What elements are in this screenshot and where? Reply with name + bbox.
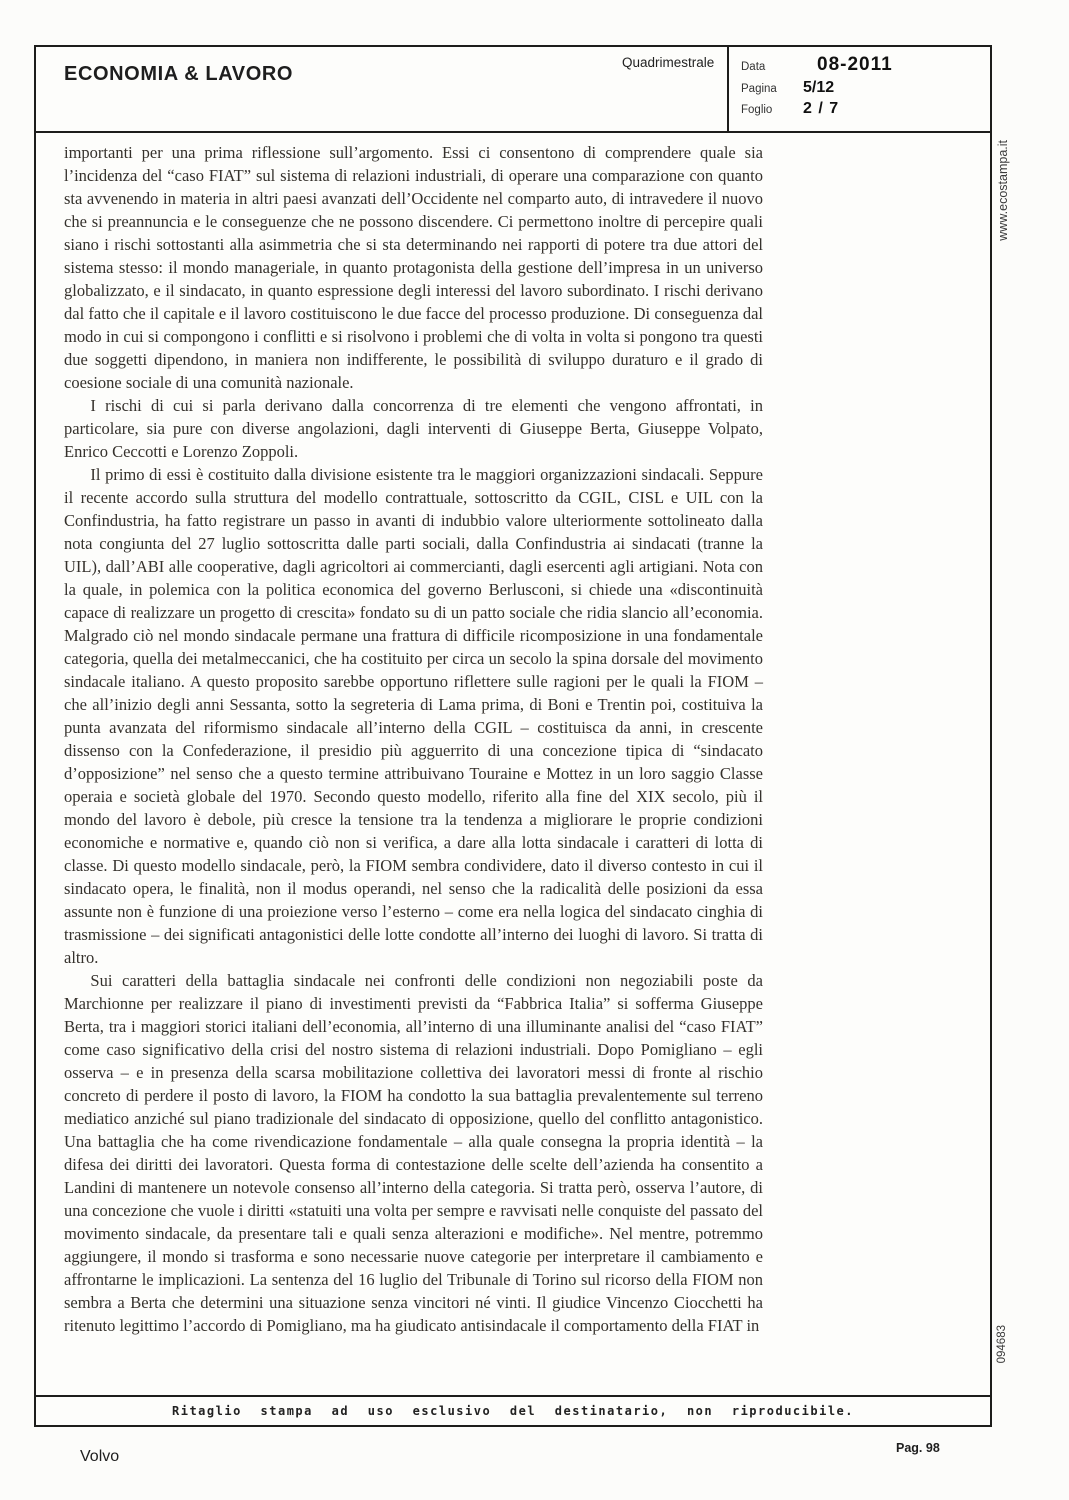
clipping-frame xyxy=(34,45,992,1427)
clipping-code: 094683 xyxy=(996,1325,1008,1364)
reproduction-notice: Ritaglio stampa ad uso esclusivo del destinatario, non riproducibile. xyxy=(172,1404,854,1418)
meta-box xyxy=(729,47,990,131)
meta-value-data: 08-2011 xyxy=(817,54,893,75)
periodicity-label: Quadrimestrale xyxy=(622,55,715,70)
meta-value-foglio: 2 / 7 xyxy=(803,100,840,117)
meta-value-pagina: 5/12 xyxy=(803,79,835,96)
publication-title: ECONOMIA & LAVORO xyxy=(64,63,294,85)
article-paragraph: Il primo di essi è costituito dalla divisione esistente tra le maggiori organizzazioni sindacali. Seppure il recente accordo sulla struttura del modello contrattuale, sottoscritto da CGIL, CISL e UIL con la Confindustria, ha fatto registrare un passo in avanti di indubbio valore ulteriormente sottolineato dalla nota congiunta del 27 luglio sottoscritta dalle parti sociali, dalla Confindustria ai sindacati (tranne la UIL), dall’ABI alle cooperative, dagli agricoltori ai commercianti, dagli esercenti agli artigiani. Nota con la quale, in polemica con la politica economica del governo Berlusconi, si chiede una «discontinuità capace di realizzare un progetto di crescita» fondato su di un patto sociale che ridia slancio all’economia. Malgrado ciò nel mondo sindacale permane una frattura di difficile ricomposizione in una fondamentale categoria, quella dei metalmeccanici, che ha costituito per circa un secolo la spina dorsale del movimento sindacale italiano. A questo proposito sarebbe opportuno riflettere sulle ragioni per le quali la FIOM – che all’inizio degli anni Sessanta, sotto la segreteria di Lama prima, di Boni e Trentin poi, costituiva la punta avanzata del riformismo sindacale all’interno della CGIL – costituisca da anni, in crescente dissenso con la Confederazione, il presidio più agguerrito di una concezione tipica di “sindacato d’opposizione” nel senso che a questo termine attribuivano Touraine e Mottez in un loro saggio Classe operaia e società globale del 1970. Secondo questo modello, riferito alla fine del XIX secolo, più il mondo del lavoro è debole, più cresce la tensione tra la tendenza a migliorare le proprie condizioni economiche e normative e, quando ciò non si verifica, a dare alla lotta sindacale i caratteri di lotta di classe. Di questo modello sindacale, però, la FIOM sembra condividere, dato il diverso contesto in cui il sindacato opera, le finalità, non il modus operandi, nel senso che la radicalità delle posizioni da essa assunte non è funzione di una proiezione verso l’esterno – come era nella logica del sindacato cinghia di trasmissione – dei significati antagonistici delle lotte condotte all’interno dei luoghi di lavoro. Si tratta di altro. xyxy=(64,465,763,967)
meta-label-data: Data xyxy=(741,61,766,73)
ecostampa-watermark: www.ecostampa.it xyxy=(996,140,1010,241)
clipping-header xyxy=(36,47,990,133)
article-paragraph: importanti per una prima riflessione sull’argomento. Essi ci consentono di comprendere quale sia l’incidenza del “caso FIAT” sul sistema di relazioni industriali, di operare una comparazione con quanto sta avvenendo in materia in altri paesi avanzati dell’Occidente nel comparto auto, di intravedere il nuovo che si preannuncia e le conseguenze che ne possono discendere. Ci permettono inoltre di percepire quali siano i rischi sottostanti alla asimmetria che si sta determinando nei rapporti di potere tra due attori del sistema stesso: il mondo manageriale, in quanto protagonista della gestione dell’impresa in un universo globalizzato, e il sindacato, in quanto espressione degli interessi del lavoro subordinato. I rischi derivano dal fatto che il capitale e il lavoro costituiscono le due facce del processo produzione. Di conseguenza dal modo in cui si compongono i conflitti e si risolvono i problemi che di volta in volta si pongono tra questi due soggetti dipendono, in maniera non indifferente, le possibilità di sviluppo duraturo e il grado di coesione sociale di una comunità nazionale. xyxy=(64,143,763,392)
meta-row-data xyxy=(741,54,990,76)
meta-label-foglio: Foglio xyxy=(741,104,773,116)
client-brand-label: Volvo xyxy=(80,1448,120,1465)
meta-row-pagina xyxy=(741,79,990,97)
notice-bar xyxy=(36,1395,990,1425)
meta-label-pagina: Pagina xyxy=(741,83,777,95)
article-body xyxy=(36,133,990,1395)
meta-row-foglio xyxy=(741,100,990,118)
article-paragraph: I rischi di cui si parla derivano dalla concorrenza di tre elementi che vengono affrontati, in particolare, sia pure con diverse angolazioni, dagli interventi di Giuseppe Berta, Giuseppe Volpato, Enrico Ceccotti e Lorenzo Zoppoli. xyxy=(64,396,763,461)
article-paragraph: Sui caratteri della battaglia sindacale nei confronti delle condizioni non negoziabili poste da Marchionne per realizzare il piano di investimenti previsti da “Fabbrica Italia” si sofferma Giuseppe Berta, tra i maggiori storici italiani dell’economia, all’interno di una illuminante analisi del “caso FIAT” come caso significativo della crisi del nostro sistema di relazioni industriali. Dopo Pomigliano – egli osserva – e in presenza della scarsa mobilitazione collettiva dei lavoratori messi di fronte al rischio concreto di perdere il posto di lavoro, la FIOM ha condotto la sua battaglia prevalentemente sul terreno mediatico anziché sul piano tradizionale del sindacato di opposizione, quello del conflitto antagonistico. Una battaglia che ha come rivendicazione fondamentale – alla quale consegna la propria identità – la difesa dei diritti dei lavoratori. Questa forma di contestazione delle scelte dell’azienda ha consentito a Landini di mantenere un notevole consenso all’interno della categoria. Si tratta però, osserva l’autore, di una concezione che vuole i diritti «statuiti una volta per sempre e ravvisati nelle conquiste del passato del movimento sindacale, da presentare tali e quali senza alterazioni e modifiche». Nel mentre, potremmo aggiungere, il mondo si trasforma e sono necessarie nuove categorie per interpretare il cambiamento e affrontarne le implicazioni. La sentenza del 16 luglio del Tribunale di Torino sul ricorso della FIOM non sembra a Berta che determini una situazione senza vincitori né vinti. Il giudice Vincenzo Ciocchetti ha ritenuto legittimo l’accordo di Pomigliano, ma ha giudicato antisindacale il comportamento della FIAT in xyxy=(64,971,763,1335)
page-number: Pag. 98 xyxy=(896,1441,940,1455)
